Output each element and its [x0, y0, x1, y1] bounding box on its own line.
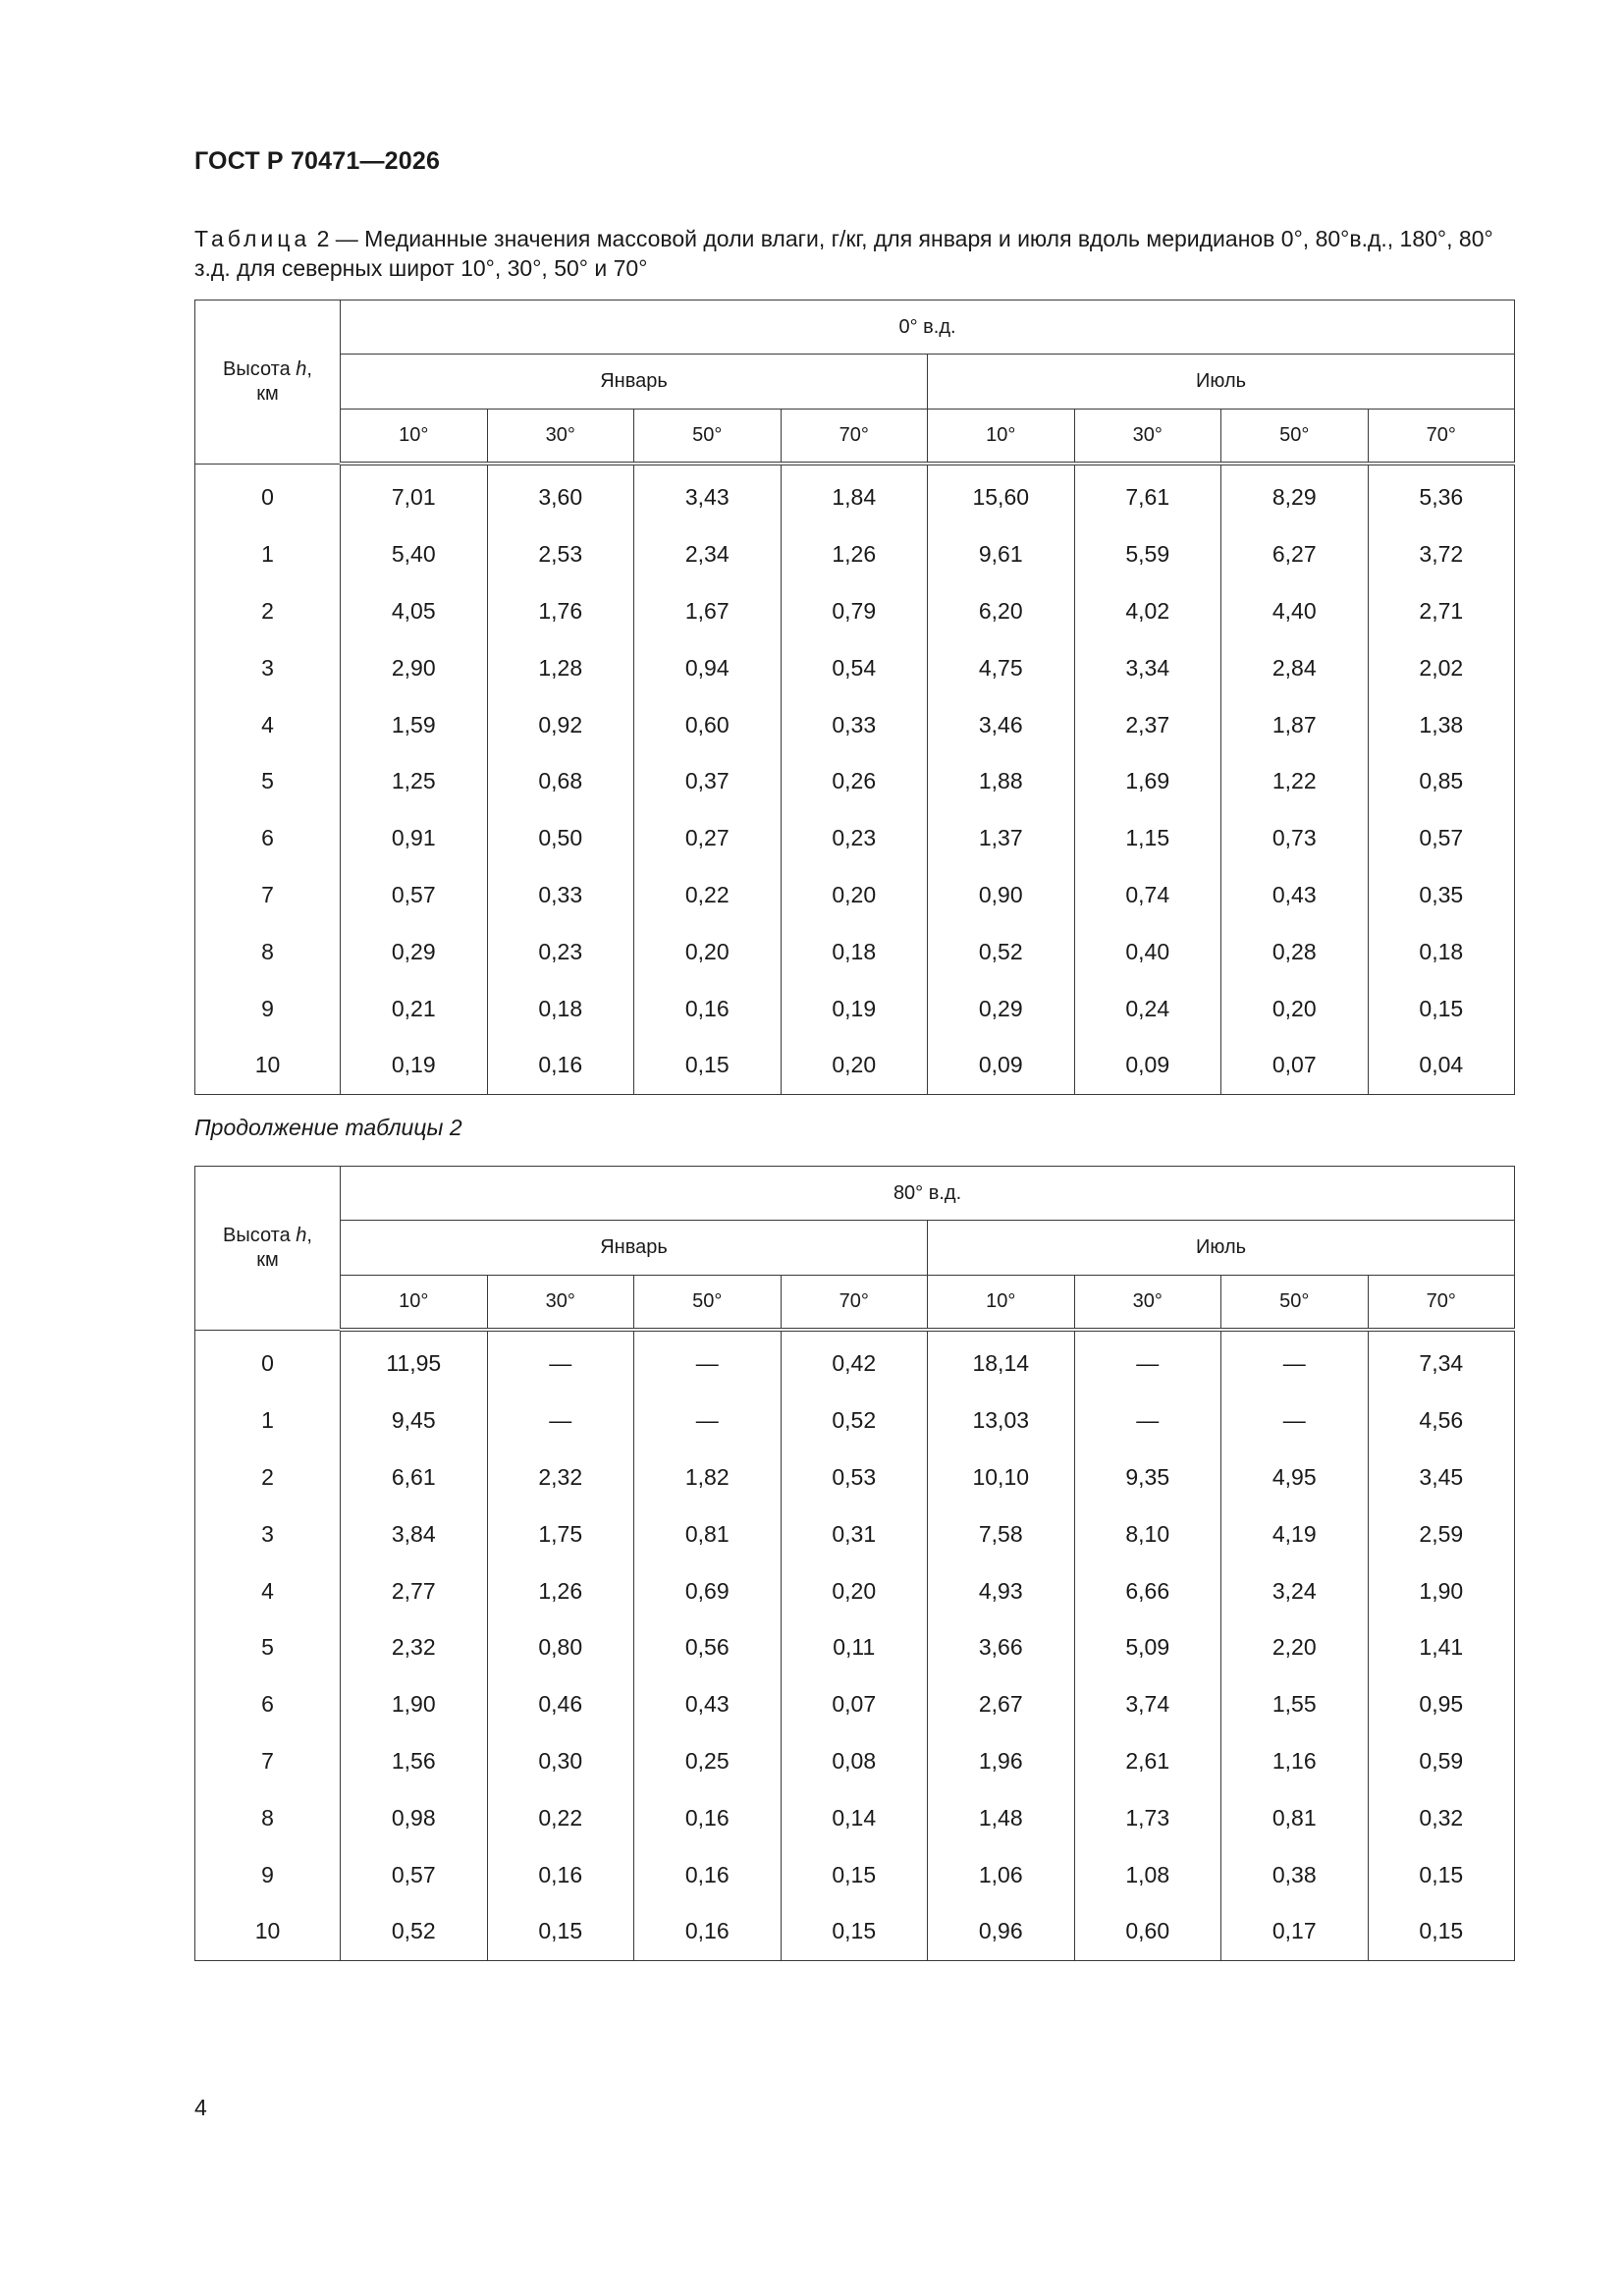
value-cell: 9,45 — [341, 1393, 488, 1449]
value-cell: 0,68 — [487, 753, 634, 810]
latitude-header: 70° — [781, 1276, 928, 1331]
value-cell: 4,19 — [1221, 1505, 1369, 1562]
value-cell: 0,33 — [781, 696, 928, 753]
value-cell: — — [1221, 1330, 1369, 1393]
value-cell: 2,84 — [1221, 639, 1369, 696]
value-cell: 0,09 — [928, 1037, 1075, 1094]
value-cell: 1,69 — [1074, 753, 1221, 810]
value-cell: 1,73 — [1074, 1789, 1221, 1846]
height-cell: 5 — [195, 753, 341, 810]
value-cell: 0,38 — [1221, 1846, 1369, 1903]
height-cell: 8 — [195, 1789, 341, 1846]
value-cell: 4,56 — [1368, 1393, 1515, 1449]
value-cell: 0,69 — [634, 1562, 782, 1619]
table-row — [195, 1393, 1515, 1449]
table-row — [195, 1789, 1515, 1846]
latitude-header: 50° — [1221, 1276, 1369, 1331]
value-cell: 0,22 — [634, 867, 782, 924]
value-cell: 5,09 — [1074, 1619, 1221, 1676]
value-cell: 4,93 — [928, 1562, 1075, 1619]
value-cell: 2,53 — [487, 526, 634, 583]
value-cell: 3,84 — [341, 1505, 488, 1562]
height-cell: 0 — [195, 1330, 341, 1393]
month-header-july: Июль — [928, 355, 1515, 410]
value-cell: 2,61 — [1074, 1733, 1221, 1790]
value-cell: 0,81 — [634, 1505, 782, 1562]
height-cell: 10 — [195, 1903, 341, 1960]
value-cell: 1,37 — [928, 810, 1075, 867]
value-cell: 0,94 — [634, 639, 782, 696]
page-number: 4 — [194, 2095, 207, 2120]
value-cell: 0,35 — [1368, 867, 1515, 924]
value-cell: 0,08 — [781, 1733, 928, 1790]
value-cell: 0,30 — [487, 1733, 634, 1790]
value-cell: 0,40 — [1074, 923, 1221, 980]
table-caption — [194, 224, 1520, 283]
value-cell: 0,53 — [781, 1449, 928, 1506]
value-cell: 0,18 — [1368, 923, 1515, 980]
value-cell: 0,91 — [341, 810, 488, 867]
value-cell: 1,28 — [487, 639, 634, 696]
value-cell: 1,26 — [781, 526, 928, 583]
value-cell: 2,20 — [1221, 1619, 1369, 1676]
value-cell: 0,81 — [1221, 1789, 1369, 1846]
height-cell: 8 — [195, 923, 341, 980]
height-cell: 0 — [195, 464, 341, 526]
table-row — [195, 639, 1515, 696]
value-cell: 0,25 — [634, 1733, 782, 1790]
value-cell: 0,16 — [634, 1903, 782, 1960]
value-cell: 1,08 — [1074, 1846, 1221, 1903]
value-cell: 1,87 — [1221, 696, 1369, 753]
value-cell: 0,59 — [1368, 1733, 1515, 1790]
value-cell: 0,15 — [1368, 1846, 1515, 1903]
height-cell: 9 — [195, 1846, 341, 1903]
height-column-header: Высота h, км — [195, 1167, 341, 1331]
height-cell: 5 — [195, 1619, 341, 1676]
value-cell: 1,55 — [1221, 1676, 1369, 1733]
value-cell: — — [487, 1330, 634, 1393]
latitude-header: 70° — [781, 410, 928, 465]
value-cell: 0,14 — [781, 1789, 928, 1846]
height-cell: 9 — [195, 980, 341, 1037]
value-cell: 1,26 — [487, 1562, 634, 1619]
height-cell: 6 — [195, 810, 341, 867]
latitude-header: 30° — [487, 410, 634, 465]
height-cell: 1 — [195, 1393, 341, 1449]
value-cell: 0,52 — [341, 1903, 488, 1960]
value-cell: 10,10 — [928, 1449, 1075, 1506]
latitude-header: 50° — [1221, 410, 1369, 465]
value-cell: 9,35 — [1074, 1449, 1221, 1506]
value-cell: 0,22 — [487, 1789, 634, 1846]
table-row — [195, 696, 1515, 753]
value-cell: 4,05 — [341, 583, 488, 640]
value-cell: 4,40 — [1221, 583, 1369, 640]
value-cell: 0,79 — [781, 583, 928, 640]
standard-title: ГОСТ Р 70471—2026 — [194, 147, 441, 175]
value-cell: 2,34 — [634, 526, 782, 583]
height-cell: 10 — [195, 1037, 341, 1094]
value-cell: 7,58 — [928, 1505, 1075, 1562]
value-cell: 0,20 — [634, 923, 782, 980]
height-cell: 7 — [195, 1733, 341, 1790]
value-cell: 1,67 — [634, 583, 782, 640]
value-cell: 0,32 — [1368, 1789, 1515, 1846]
height-cell: 3 — [195, 1505, 341, 1562]
value-cell: 0,96 — [928, 1903, 1075, 1960]
value-cell: 0,27 — [634, 810, 782, 867]
value-cell: 5,36 — [1368, 464, 1515, 526]
value-cell: 0,29 — [928, 980, 1075, 1037]
value-cell: 6,66 — [1074, 1562, 1221, 1619]
value-cell: 6,61 — [341, 1449, 488, 1506]
value-cell: 0,04 — [1368, 1037, 1515, 1094]
value-cell: 1,96 — [928, 1733, 1075, 1790]
value-cell: 5,59 — [1074, 526, 1221, 583]
value-cell: 1,38 — [1368, 696, 1515, 753]
value-cell: 0,07 — [1221, 1037, 1369, 1094]
value-cell: 4,02 — [1074, 583, 1221, 640]
value-cell: 0,31 — [781, 1505, 928, 1562]
value-cell: 0,95 — [1368, 1676, 1515, 1733]
value-cell: 0,33 — [487, 867, 634, 924]
height-cell: 4 — [195, 1562, 341, 1619]
value-cell: 1,90 — [1368, 1562, 1515, 1619]
table-row — [195, 464, 1515, 526]
value-cell: 4,95 — [1221, 1449, 1369, 1506]
value-cell: 18,14 — [928, 1330, 1075, 1393]
height-cell: 3 — [195, 639, 341, 696]
humidity-table-80E — [194, 1166, 1515, 1961]
month-header-july: Июль — [928, 1221, 1515, 1276]
table-row — [195, 526, 1515, 583]
value-cell: — — [634, 1393, 782, 1449]
value-cell: 0,60 — [634, 696, 782, 753]
value-cell: 0,57 — [341, 1846, 488, 1903]
table-body — [195, 1330, 1515, 1960]
value-cell: — — [487, 1393, 634, 1449]
table-row — [195, 867, 1515, 924]
table-body — [195, 464, 1515, 1094]
continuation-label: Продолжение таблицы 2 — [194, 1115, 462, 1140]
value-cell: 1,56 — [341, 1733, 488, 1790]
latitude-header: 30° — [487, 1276, 634, 1331]
value-cell: 0,80 — [487, 1619, 634, 1676]
table-row — [195, 1619, 1515, 1676]
value-cell: 0,16 — [487, 1846, 634, 1903]
value-cell: 8,29 — [1221, 464, 1369, 526]
value-cell: 1,15 — [1074, 810, 1221, 867]
value-cell: 2,59 — [1368, 1505, 1515, 1562]
value-cell: 1,88 — [928, 753, 1075, 810]
value-cell: 0,92 — [487, 696, 634, 753]
value-cell: 0,15 — [1368, 1903, 1515, 1960]
meridian-header: 80° в.д. — [341, 1167, 1515, 1221]
value-cell: 1,76 — [487, 583, 634, 640]
value-cell: 0,09 — [1074, 1037, 1221, 1094]
latitude-header: 70° — [1368, 410, 1515, 465]
value-cell: 0,29 — [341, 923, 488, 980]
value-cell: 0,43 — [634, 1676, 782, 1733]
value-cell: 0,19 — [781, 980, 928, 1037]
value-cell: 2,37 — [1074, 696, 1221, 753]
value-cell: 3,24 — [1221, 1562, 1369, 1619]
value-cell: 11,95 — [341, 1330, 488, 1393]
table-row — [195, 1330, 1515, 1393]
value-cell: 3,72 — [1368, 526, 1515, 583]
table-row — [195, 810, 1515, 867]
table-row — [195, 1562, 1515, 1619]
value-cell: 0,24 — [1074, 980, 1221, 1037]
table-row — [195, 1449, 1515, 1506]
value-cell: 1,06 — [928, 1846, 1075, 1903]
table-row — [195, 1676, 1515, 1733]
value-cell: 4,75 — [928, 639, 1075, 696]
value-cell: 3,34 — [1074, 639, 1221, 696]
value-cell: 2,77 — [341, 1562, 488, 1619]
value-cell: 1,41 — [1368, 1619, 1515, 1676]
value-cell: 0,52 — [928, 923, 1075, 980]
value-cell: 0,15 — [1368, 980, 1515, 1037]
value-cell: 1,48 — [928, 1789, 1075, 1846]
value-cell: 0,20 — [781, 1037, 928, 1094]
value-cell: 0,18 — [781, 923, 928, 980]
value-cell: 7,34 — [1368, 1330, 1515, 1393]
value-cell: — — [1074, 1330, 1221, 1393]
value-cell: 3,46 — [928, 696, 1075, 753]
value-cell: 0,15 — [487, 1903, 634, 1960]
value-cell: 0,56 — [634, 1619, 782, 1676]
value-cell: 0,19 — [341, 1037, 488, 1094]
value-cell: 2,67 — [928, 1676, 1075, 1733]
value-cell: 0,52 — [781, 1393, 928, 1449]
table-row — [195, 1846, 1515, 1903]
value-cell: 0,42 — [781, 1330, 928, 1393]
value-cell: 0,18 — [487, 980, 634, 1037]
value-cell: 6,27 — [1221, 526, 1369, 583]
value-cell: 0,98 — [341, 1789, 488, 1846]
value-cell: 1,59 — [341, 696, 488, 753]
latitude-header: 10° — [341, 410, 488, 465]
value-cell: 3,74 — [1074, 1676, 1221, 1733]
value-cell: 0,16 — [634, 1846, 782, 1903]
value-cell: — — [1074, 1393, 1221, 1449]
value-cell: 0,15 — [634, 1037, 782, 1094]
table-row — [195, 753, 1515, 810]
value-cell: 0,15 — [781, 1903, 928, 1960]
value-cell: 7,61 — [1074, 464, 1221, 526]
value-cell: 8,10 — [1074, 1505, 1221, 1562]
value-cell: 6,20 — [928, 583, 1075, 640]
value-cell: 15,60 — [928, 464, 1075, 526]
value-cell: 1,84 — [781, 464, 928, 526]
value-cell: 0,57 — [1368, 810, 1515, 867]
caption-prefix: Таблица — [194, 226, 311, 251]
value-cell: 0,20 — [781, 1562, 928, 1619]
value-cell: 0,43 — [1221, 867, 1369, 924]
table-row — [195, 980, 1515, 1037]
height-cell: 1 — [195, 526, 341, 583]
latitude-header: 30° — [1074, 1276, 1221, 1331]
height-cell: 6 — [195, 1676, 341, 1733]
value-cell: 0,85 — [1368, 753, 1515, 810]
value-cell: 1,25 — [341, 753, 488, 810]
table-row — [195, 1037, 1515, 1094]
table-row — [195, 923, 1515, 980]
height-cell: 7 — [195, 867, 341, 924]
latitude-header: 10° — [928, 410, 1075, 465]
latitude-header: 50° — [634, 1276, 782, 1331]
value-cell: — — [1221, 1393, 1369, 1449]
value-cell: 0,15 — [781, 1846, 928, 1903]
value-cell: 0,26 — [781, 753, 928, 810]
latitude-header: 10° — [928, 1276, 1075, 1331]
value-cell: 0,54 — [781, 639, 928, 696]
latitude-header: 30° — [1074, 410, 1221, 465]
value-cell: 7,01 — [341, 464, 488, 526]
value-cell: 5,40 — [341, 526, 488, 583]
value-cell: 0,74 — [1074, 867, 1221, 924]
value-cell: 2,32 — [341, 1619, 488, 1676]
value-cell: 0,21 — [341, 980, 488, 1037]
value-cell: 0,11 — [781, 1619, 928, 1676]
table-row — [195, 1733, 1515, 1790]
value-cell: 0,07 — [781, 1676, 928, 1733]
value-cell: 0,17 — [1221, 1903, 1369, 1960]
value-cell: 0,57 — [341, 867, 488, 924]
value-cell: 0,16 — [487, 1037, 634, 1094]
value-cell: 0,60 — [1074, 1903, 1221, 1960]
value-cell: 13,03 — [928, 1393, 1075, 1449]
value-cell: 1,22 — [1221, 753, 1369, 810]
value-cell: — — [634, 1330, 782, 1393]
value-cell: 0,46 — [487, 1676, 634, 1733]
height-cell: 4 — [195, 696, 341, 753]
latitude-header: 10° — [341, 1276, 488, 1331]
value-cell: 1,90 — [341, 1676, 488, 1733]
value-cell: 2,90 — [341, 639, 488, 696]
value-cell: 0,23 — [487, 923, 634, 980]
value-cell: 1,75 — [487, 1505, 634, 1562]
value-cell: 2,32 — [487, 1449, 634, 1506]
value-cell: 0,37 — [634, 753, 782, 810]
height-cell: 2 — [195, 1449, 341, 1506]
humidity-table-0E — [194, 300, 1515, 1095]
latitude-header: 70° — [1368, 1276, 1515, 1331]
value-cell: 3,60 — [487, 464, 634, 526]
month-header-january: Январь — [341, 1221, 928, 1276]
value-cell: 1,16 — [1221, 1733, 1369, 1790]
value-cell: 2,71 — [1368, 583, 1515, 640]
value-cell: 0,90 — [928, 867, 1075, 924]
height-cell: 2 — [195, 583, 341, 640]
value-cell: 0,16 — [634, 980, 782, 1037]
value-cell: 2,02 — [1368, 639, 1515, 696]
latitude-header: 50° — [634, 410, 782, 465]
table-row — [195, 1903, 1515, 1960]
value-cell: 0,73 — [1221, 810, 1369, 867]
value-cell: 3,43 — [634, 464, 782, 526]
height-column-header: Высота h, км — [195, 301, 341, 465]
value-cell: 0,20 — [781, 867, 928, 924]
value-cell: 0,50 — [487, 810, 634, 867]
month-header-january: Январь — [341, 355, 928, 410]
value-cell: 0,23 — [781, 810, 928, 867]
table-row — [195, 1505, 1515, 1562]
value-cell: 3,45 — [1368, 1449, 1515, 1506]
table-row — [195, 583, 1515, 640]
value-cell: 9,61 — [928, 526, 1075, 583]
value-cell: 3,66 — [928, 1619, 1075, 1676]
meridian-header: 0° в.д. — [341, 301, 1515, 355]
value-cell: 0,28 — [1221, 923, 1369, 980]
value-cell: 0,16 — [634, 1789, 782, 1846]
caption-text: 2 — Медианные значения массовой доли влаги, г/кг, для января и июля вдоль меридианов 0°, 80°в.д., 180°, 80° з.д. для северных широт 10°, 30°, 50° и 70° — [194, 226, 1493, 281]
value-cell: 1,82 — [634, 1449, 782, 1506]
value-cell: 0,20 — [1221, 980, 1369, 1037]
